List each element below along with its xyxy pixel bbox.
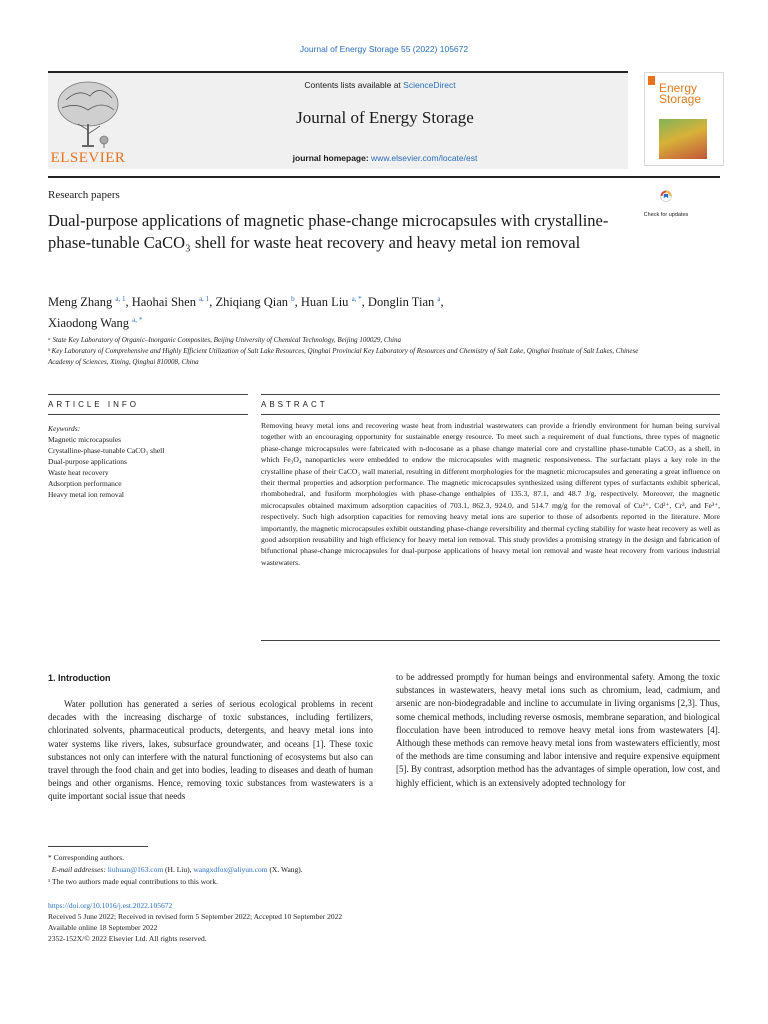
email-note: E-mail addresses: liuhuan@163.com (H. Liu), wangxdfox@aliyun.com (X. Wang). — [51, 865, 303, 874]
sciencedirect-link[interactable]: ScienceDirect — [403, 80, 456, 90]
affiliation-a: ᵃ State Key Laboratory of Organic–Inorganic Composites, Beijing University of Chemical Technology, Beijing 100029, China — [48, 336, 401, 344]
running-journal-header[interactable]: Journal of Energy Storage 55 (2022) 105672 — [299, 44, 469, 54]
keywords-label: Keywords: — [48, 424, 81, 433]
doi-link[interactable]: https://doi.org/10.1016/j.est.2022.105672 — [48, 901, 173, 910]
keyword: Heavy metal ion removal — [48, 490, 125, 499]
email-link-wang[interactable]: wangxdfox@aliyun.com — [193, 865, 268, 874]
article-info-rule — [48, 414, 248, 415]
introduction-heading: 1. Introduction — [48, 673, 111, 683]
abstract-rule-bottom — [261, 640, 720, 641]
article-info-heading: ARTICLE INFO — [48, 400, 139, 409]
keyword: Crystalline-phase-tunable CaCO₃ shell — [48, 446, 165, 455]
keyword: Adsorption performance — [48, 479, 122, 488]
homepage-link[interactable]: www.elsevier.com/locate/est — [371, 153, 478, 163]
cover-title: Energy Storage — [659, 81, 702, 106]
received-dates: Received 5 June 2022; Received in revised form 5 September 2022; Accepted 10 September 2022 — [48, 912, 343, 921]
abstract-rule-top — [261, 394, 720, 395]
author[interactable]: Huan Liu $^{a, *}$ — [300, 295, 362, 310]
equal-contribution-note: ¹ The two authors made equal contributions to this work. — [48, 877, 218, 886]
affiliations — [48, 335, 648, 368]
abstract-text: Removing heavy metal ions and recovering waste heat from industrial wastewaters can provide a friendly environment for human being survival together with an encouraging opportunity for sustainable energy resource. To meet such a requirement of dual functions, three types of magnetic phase-change microcapsules were fabricated with n-docosane as a phase change material core and crystalline phase-tunable CaCO₃ as a shell, in which Fe₃O₄ nanoparticles were embedded to endow the microcapsules with magnetic responsiveness. The surfactant plays a key role in the crystalline phase of their CaCO₃ wall material, resulting in different morphologies for the magnetic microcapsules and generating a great influence on their thermal properties and adsorption performance. The magnetic microcapsules synthesized using different types of surfactants exhibit spherical, rhombohedral, and fusiform morphologies with phase-change enthalpies of 135.3, 87.1, and 48.7 J/g, respectively. Moreover, the magnetic microcapsules obtained maximum adsorption capacities of 703.1, 862.3, 924.0, and 514.7 mg/g for the removal of Cu²⁺, Cd²⁺, Cr³, and Fe³⁺, respectively. Such high adsorption capacities for removing heavy metal ions are superior to those of adsorbents reported in the literature. More importantly, the magnetic microcapsules exhibit outstanding phase-change reversibility and thermal cycling stability for waste heat recovery as well as good adsorption reusability and high efficiency for heavy metal ion removal. This study provides a promising strategy in the design and fabrication of bifunctional phase-change microcapsules for dual-purpose applications of heavy metal ion removal and waste heat recovery from various industrial wastewaters. — [261, 421, 720, 567]
abstract-heading: ABSTRACT — [261, 400, 328, 409]
publication-info — [48, 900, 648, 944]
check-for-updates-icon[interactable] — [646, 190, 686, 212]
email-link-liu[interactable]: liuhuan@163.com — [107, 865, 164, 874]
cover-image — [659, 119, 707, 159]
abstract-rule — [261, 414, 720, 415]
publisher-wordmark: ELSEVIER — [50, 150, 126, 166]
corresponding-note: * Corresponding authors. — [48, 853, 125, 862]
affiliation-b: ᵇ Key Laboratory of Comprehensive and Highly Efficient Utilization of Salt Lake Resources, Qinghai Provincial Key Laboratory of Resources and Chemistry of Salt Lake, Qinghai Institute of Salt Lakes, Chinese Academy of Sciences, Xining, Qinghai 810008, China — [48, 347, 639, 366]
keyword-list — [48, 434, 248, 500]
homepage-line: journal homepage: www.elsevier.com/locate/est — [292, 153, 478, 163]
elsevier-mini-logo-icon — [648, 76, 655, 85]
footnotes — [48, 852, 648, 888]
journal-title: Journal of Energy Storage — [296, 108, 474, 127]
author[interactable]: Zhiqiang Qian $^b$ — [215, 295, 295, 310]
journal-cover-thumbnail[interactable] — [644, 72, 724, 166]
available-online: Available online 18 September 2022 — [48, 923, 158, 932]
contents-line: Contents lists available at ScienceDirect — [304, 80, 456, 90]
article-info-rule-top — [48, 394, 248, 395]
intro-column-right: to be addressed promptly for human beings and environmental safety. Among the toxic substances in wastewaters, heavy metal ions such as chromium, lead, cadmium, and arsenic are non-biodegradable and incline to accumulate in living organisms [2,3]. Thus, some chemical methods, including reverse osmosis, membrane separation, and biological flocculation have been introduced to remove heavy metal ions from wastewaters [4]. Although these methods can remove heavy metal ions from wastewaters efficiently, most of the methods are time consuming and labor intensive and require expensive equipment [5]. By contrast, adsorption method has the advantages of simple operation, low cost, and highly efficient, which is an extensively adopted technology for — [396, 672, 720, 788]
author-list: Meng Zhang $^{a, 1}$, Haohai Shen $^{a, 1}$, Zhiqiang Qian $^b$, Huan Liu $^{a, *}$, Donglin Tian $^a$, Xiaodong Wang $^{a, *}$ — [48, 295, 444, 331]
article-section: Research papers — [48, 189, 120, 201]
article-title: Dual-purpose applications of magnetic phase-change microcapsules with crystalline-phase-tunable CaCO₃ shell for waste heat recovery and heavy metal ion removal — [48, 211, 609, 252]
keyword: Dual-purpose applications — [48, 457, 127, 466]
intro-column-left: Water pollution has generated a series of serious ecological problems in recent decades with the increasing discharge of toxic substances, including fertilizers, chlorinated solvents, pharmaceutical products, detergents, and heavy metal ions into water systems like rivers, lakes, subsurface groundwater, and oceans [1]. These toxic substances not only can interfere with the natural functioning of ecosystems but also can travel through the food chain and get into bodies, leading to diseases and death of human beings and other organisms. Hence, removing toxic substances from wastewaters is a quite important social issue that needs — [48, 699, 373, 802]
author[interactable]: Meng Zhang $^{a, 1}$ — [48, 295, 126, 310]
author[interactable]: Haohai Shen $^{a, 1}$ — [131, 295, 210, 310]
keyword: Waste heat recovery — [48, 468, 109, 477]
author[interactable]: Donglin Tian $^a$ — [367, 295, 441, 310]
keyword: Magnetic microcapsules — [48, 435, 122, 444]
author[interactable]: Xiaodong Wang $^{a, *}$ — [48, 316, 143, 331]
check-for-updates-label[interactable]: Check for updates — [643, 212, 689, 218]
footnote-rule — [48, 846, 148, 847]
header-divider — [48, 176, 720, 178]
copyright: 2352-152X/© 2022 Elsevier Ltd. All rights reserved. — [48, 934, 207, 943]
